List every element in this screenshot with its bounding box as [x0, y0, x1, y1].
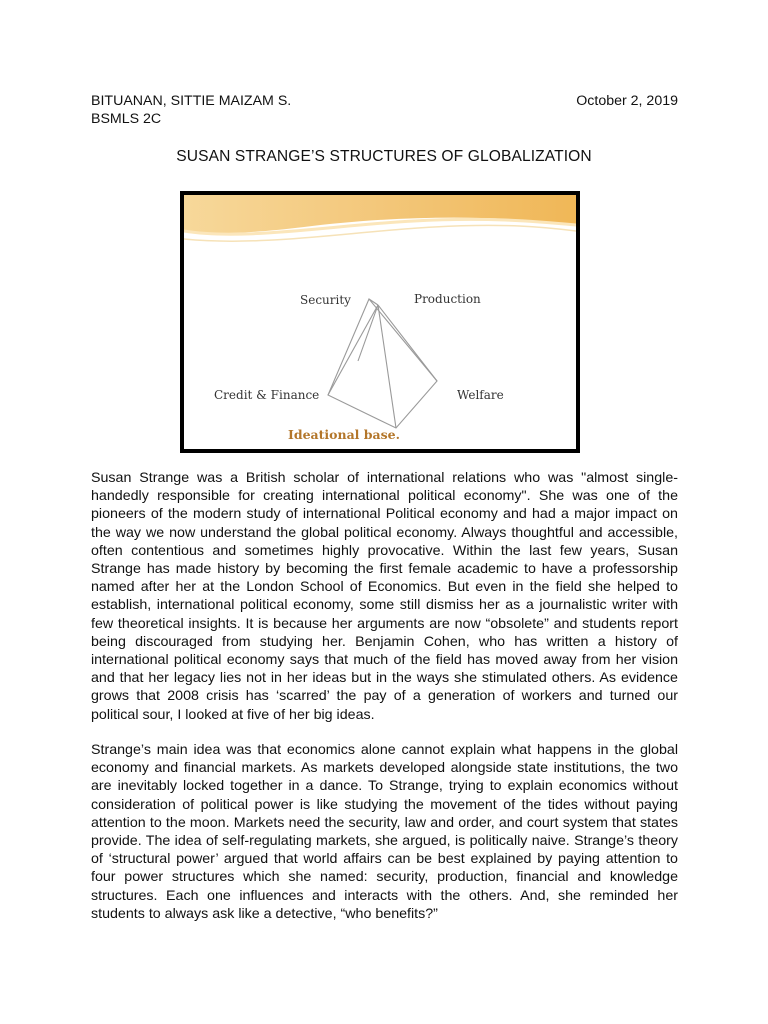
- pyramid-edge: [358, 305, 378, 361]
- pyramid-edge: [378, 305, 437, 381]
- label-welfare: Welfare: [457, 388, 504, 402]
- paragraph-2: Strange’s main idea was that economics alone cannot explain what happens in the global economy and financial markets. As markets developed alongside state institutions, the two are inevitably locked together in a dance. To Strange, trying to explain economics without consideration of political power is like studying the movement of the tides without paying attention to the moon. Markets need the security, law and order, and court system that states provide. The idea of self-regulating markets, she argued, is politically naive. Strange’s theory of ‘structural power’ argued that world affairs can be best explained by paying attention to four power structures which she named: security, production, financial and knowledge structures. Each one influences and interacts with the others. And, she reminded her students to always ask like a detective, “who benefits?”: [91, 742, 678, 922]
- pyramid-lines: [328, 299, 437, 428]
- decorative-banner: [184, 195, 576, 241]
- course-section: BSMLS 2C: [91, 111, 162, 127]
- label-production: Production: [414, 292, 481, 306]
- label-ideational-base: Ideational base.: [288, 427, 400, 442]
- pyramid-base: [328, 299, 437, 428]
- pyramid-edge: [378, 305, 396, 428]
- author-name: BITUANAN, SITTIE MAIZAM S.: [91, 93, 292, 109]
- paragraph-1: Susan Strange was a British scholar of international relations who was "almost single-handedly responsible for creating international political economy". She was one of the pioneers of the modern study of international Political economy and had a major impact on the way we now understand the global political economy. Always thoughtful and accessible, often contentious and sometimes highly provocative. Within the last few years, Susan Strange has made history by becoming the first female academic to have a professorship named after her at the London School of Economics. But even in the field she helped to establish, international political economy, some still dismiss her as a journalistic writer with few theoretical insights. It is because her arguments are now “obsolete” and students report being discouraged from studying her. Benjamin Cohen, who has written a history of international political economy says that much of the field has moved away from her vision and that her legacy lies not in her ideas but in the ways she stimulated others. As evidence grows that 2008 crisis has ‘scarred’ the pay of a generation of workers and turned our political sour, I looked at five of her big ideas.: [91, 470, 678, 723]
- label-credit-finance: Credit & Finance: [214, 388, 320, 402]
- pyramid-diagram: [180, 191, 580, 453]
- pyramid-diagram-canvas: [184, 195, 576, 449]
- label-security: Security: [300, 293, 351, 307]
- pyramid-edge: [328, 305, 378, 395]
- document-title: SUSAN STRANGE’S STRUCTURES OF GLOBALIZATION: [176, 148, 592, 165]
- document-date: October 2, 2019: [576, 93, 678, 109]
